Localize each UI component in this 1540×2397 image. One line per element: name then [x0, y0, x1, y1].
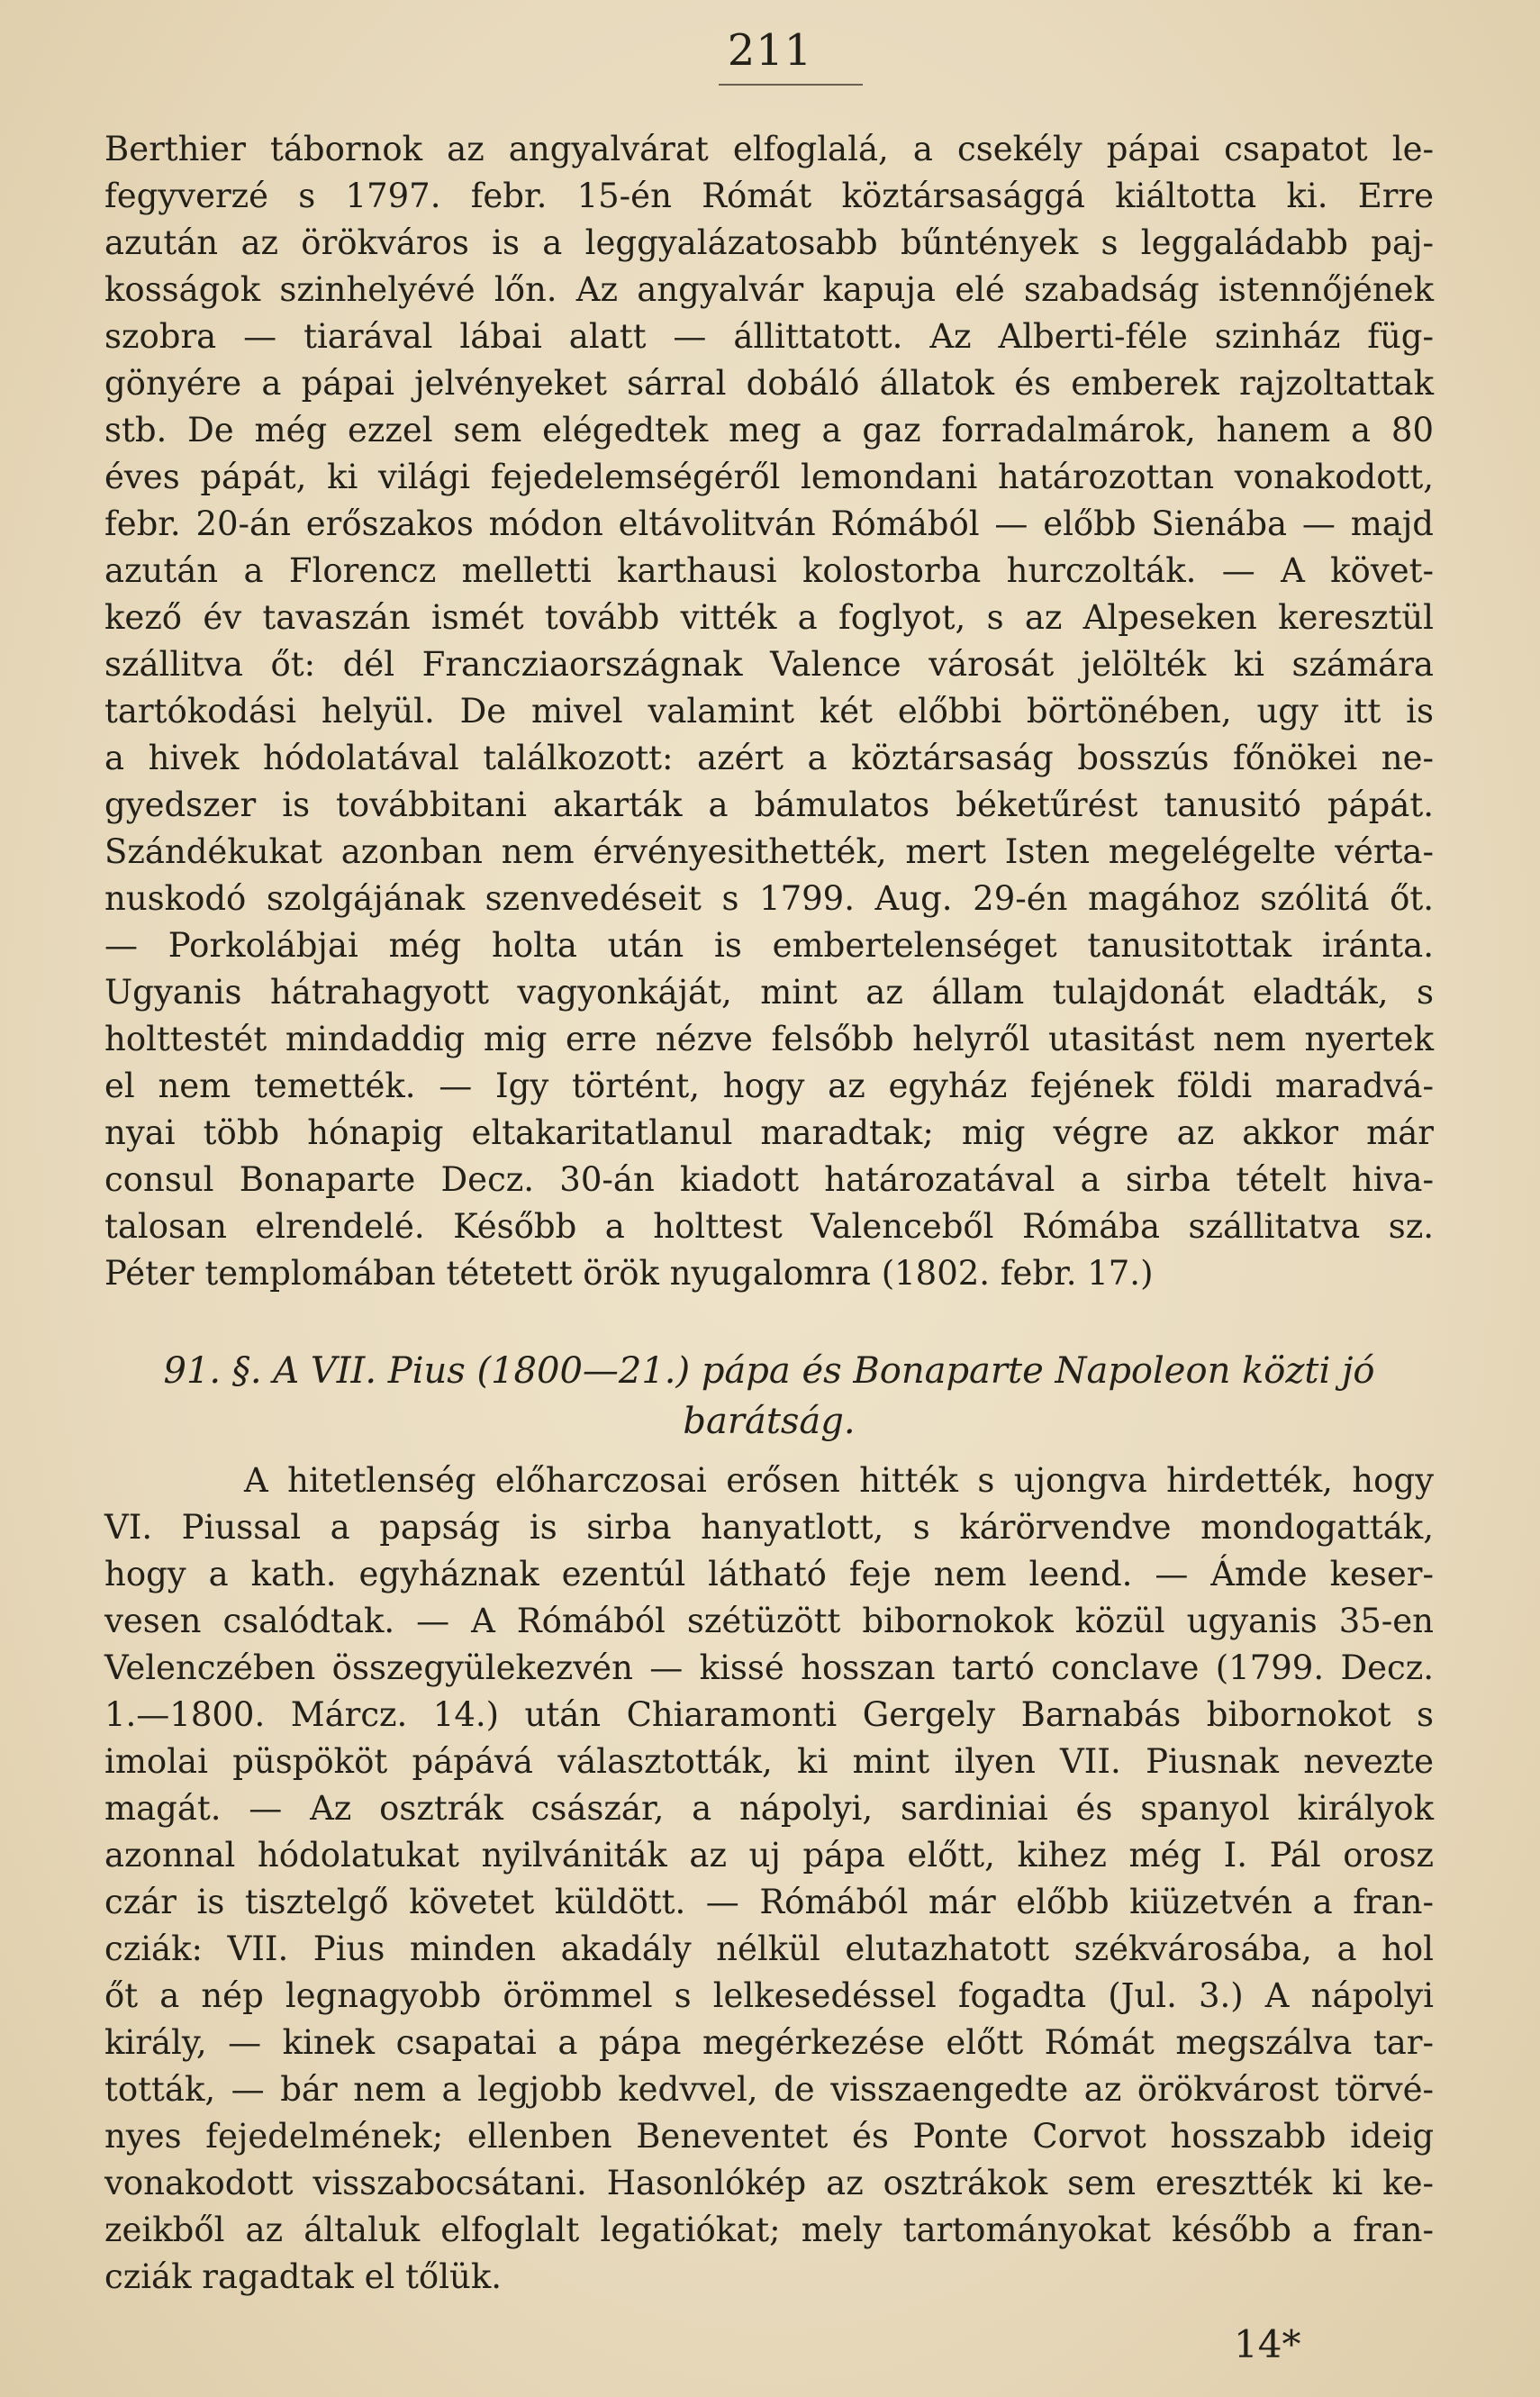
- text-line: szobra — tiarával lábai alatt — állittatott. Az Alberti-féle szinház füg-: [104, 317, 1434, 356]
- text-line: el nem temették. — Igy történt, hogy az egyház fejének földi maradvá-: [104, 1067, 1434, 1105]
- text-line: fegyverzé s 1797. febr. 15-én Rómát köztársasággá kiáltotta ki. Erre: [104, 177, 1434, 215]
- text-line: Péter templomában tétetett örök nyugalomra (1802. febr. 17.): [104, 1254, 1154, 1293]
- text-line: zeikből az általuk elfoglalt legatiókat; mely tartományokat később a fran-: [104, 2211, 1434, 2249]
- text-line: magát. — Az osztrák császár, a nápolyi, sardiniai és spanyol királyok: [104, 1789, 1434, 1828]
- section-heading: [104, 1346, 1434, 1447]
- body-text-top: [104, 126, 1434, 1297]
- text-line: vonakodott visszabocsátani. Hasonlókép az osztrákok sem eresztték ki ke-: [104, 2164, 1434, 2202]
- text-line: tották, — bár nem a legjobb kedvvel, de visszaengedte az örökvárost törvé-: [104, 2070, 1434, 2109]
- text-line: őt a nép legnagyobb örömmel s lelkesedéssel fogadta (Jul. 3.) A nápolyi: [104, 1976, 1434, 2015]
- text-line: VI. Piussal a papság is sirba hanyatlott, s kárörvendve mondogatták,: [104, 1508, 1434, 1547]
- text-line: cziák: VII. Pius minden akadály nélkül elutazhatott székvárosába, a hol: [104, 1929, 1434, 1968]
- text-line: vesen csalódtak. — A Rómából szétüzött bibornokok közül ugyanis 35-en: [104, 1602, 1434, 1640]
- text-line: consul Bonaparte Decz. 30-án kiadott határozatával a sirba tételt hiva-: [104, 1160, 1434, 1199]
- text-line: éves pápát, ki világi fejedelemségéről lemondani határozottan vonakodott,: [104, 458, 1434, 496]
- text-line: — Porkolábjai még holta után is embertelenséget tanusitottak iránta.: [104, 926, 1434, 965]
- body-text-bottom: [104, 1457, 1434, 2301]
- text-line: a hivek hódolatával találkozott: azért a köztársaság bosszús főnökei ne-: [104, 739, 1434, 777]
- text-line: tartókodási helyül. De mivel valamint két előbbi börtönében, ugy itt is: [104, 692, 1434, 731]
- text-line: azután a Florencz melletti karthausi kolostorba hurczolták. — A követ-: [104, 551, 1434, 590]
- text-line: Velenczében összegyülekezvén — kissé hosszan tartó conclave (1799. Decz.: [104, 1648, 1434, 1687]
- text-line: stb. De még ezzel sem elégedtek meg a gaz forradalmárok, hanem a 80: [104, 411, 1434, 449]
- page-number: 211: [727, 25, 813, 76]
- text-line: kosságok szinhelyévé lőn. Az angyalvár kapuja elé szabadság istennőjének: [104, 270, 1434, 309]
- text-line: nyai több hónapig eltakaritatlanul maradtak; mig végre az akkor már: [104, 1113, 1434, 1152]
- text-line: király, — kinek csapatai a pápa megérkezése előtt Rómát megszálva tar-: [104, 2023, 1434, 2062]
- text-line: gönyére a pápai jelvényeket sárral dobáló állatok és emberek rajzoltattak: [104, 364, 1434, 403]
- signature-mark: 14*: [1234, 2322, 1301, 2366]
- text-line: nuskodó szolgájának szenvedéseit s 1799. Aug. 29-én magához szólitá őt.: [104, 879, 1434, 918]
- text-line: imolai püspököt pápává választották, ki mint ilyen VII. Piusnak nevezte: [104, 1742, 1434, 1781]
- header-rule: [719, 84, 863, 86]
- text-line: nyes fejedelmének; ellenben Beneventet és Ponte Corvot hosszabb ideig: [104, 2117, 1434, 2156]
- text-line: Szándékukat azonban nem érvényesithették, mert Isten megelégelte vérta-: [104, 832, 1434, 871]
- text-line: szállitva őt: dél Francziaországnak Valence városát jelölték ki számára: [104, 645, 1434, 684]
- text-line: cziák ragadtak el tőlük.: [104, 2257, 503, 2296]
- text-line: hogy a kath. egyháznak ezentúl látható feje nem leend. — Ámde keser-: [104, 1555, 1434, 1593]
- section-heading-line: 91. §. A VII. Pius (1800—21.) pápa és Bonaparte Napoleon közti jó: [163, 1350, 1375, 1392]
- text-line: Ugyanis hátrahagyott vagyonkáját, mint az állam tulajdonát eladták, s: [104, 973, 1434, 1012]
- text-line: kező év tavaszán ismét tovább vitték a foglyot, s az Alpeseken keresztül: [104, 598, 1434, 637]
- text-line: Berthier tábornok az angyalvárat elfoglalá, a csekély pápai csapatot le-: [104, 130, 1434, 168]
- section-heading-line: barátság.: [683, 1401, 856, 1442]
- text-line: czár is tisztelgő követet küldött. — Rómából már előbb kiüzetvén a fran-: [104, 1883, 1434, 1921]
- text-line: febr. 20-án erőszakos módon eltávolitván Rómából — előbb Sienába — majd: [104, 504, 1434, 543]
- text-line: holttestét mindaddig mig erre nézve felsőbb helyről utasitást nem nyertek: [104, 1020, 1434, 1058]
- text-line: A hitetlenség előharczosai erősen hitték s ujongva hirdették, hogy: [244, 1461, 1434, 1500]
- text-line: azonnal hódolatukat nyilvániták az uj pápa előtt, kihez még I. Pál orosz: [104, 1836, 1434, 1875]
- text-line: gyedszer is továbbitani akarták a bámulatos béketűrést tanusitó pápát.: [104, 785, 1434, 824]
- text-line: azután az örökváros is a leggyalázatosabb bűntények s leggaládabb paj-: [104, 223, 1434, 262]
- text-line: 1.—1800. Márcz. 14.) után Chiaramonti Gergely Barnabás bibornokot s: [104, 1695, 1434, 1734]
- text-line: talosan elrendelé. Később a holttest Valenceből Rómába szállitatva sz.: [104, 1207, 1434, 1246]
